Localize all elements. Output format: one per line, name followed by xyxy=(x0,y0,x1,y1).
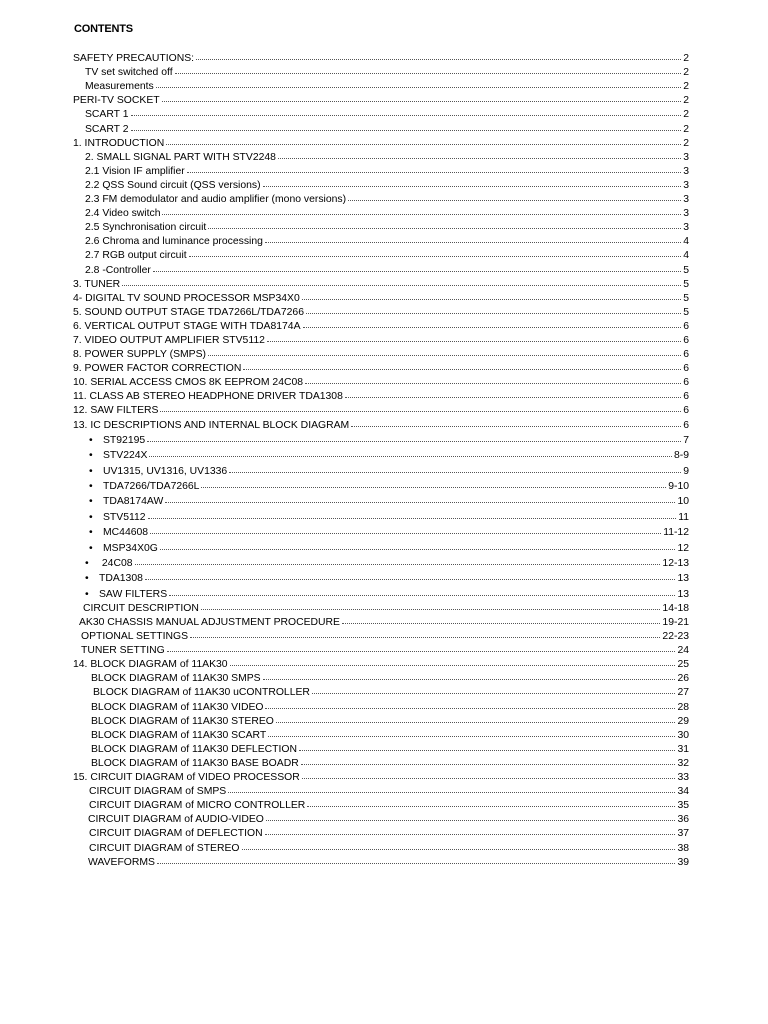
toc-entry-page: 32 xyxy=(677,757,689,769)
toc-entry-page: 5 xyxy=(683,292,689,304)
toc-entry-text: 10. SERIAL ACCESS CMOS 8K EEPROM 24C08 xyxy=(73,377,304,389)
toc-entry-text: CIRCUIT DIAGRAM of MICRO CONTROLLER xyxy=(89,800,306,812)
toc-entry xyxy=(73,756,689,770)
toc-entry-text: 8. POWER SUPPLY (SMPS) xyxy=(73,349,206,361)
toc-entry-label xyxy=(89,800,305,812)
toc-entry-label xyxy=(91,744,297,756)
toc-entry-label xyxy=(73,335,265,347)
toc-entry-label xyxy=(83,603,199,615)
toc-entry xyxy=(73,417,689,431)
toc-entry-text: 2.3 FM demodulator and audio amplifier (mono versions) xyxy=(85,194,347,206)
toc-entry-page: 27 xyxy=(677,687,689,699)
dot-leader xyxy=(242,849,676,850)
toc-entry-text: STV224X xyxy=(103,450,148,462)
toc-entry-text: WAVEFORMS xyxy=(88,856,155,868)
toc-entry-text: 9. POWER FACTOR CORRECTION xyxy=(73,363,242,375)
toc-entry-label xyxy=(85,180,261,192)
toc-entry xyxy=(73,601,689,615)
toc-entry xyxy=(73,248,689,262)
toc-entry-label xyxy=(73,138,164,150)
dot-leader xyxy=(131,130,682,131)
dot-leader xyxy=(122,285,681,286)
dot-leader xyxy=(160,549,676,550)
toc-entry-text: TUNER SETTING xyxy=(81,645,165,657)
toc-entry-label xyxy=(85,152,276,164)
bullet-icon: • xyxy=(89,527,93,539)
toc-entry-text: SCART 1 xyxy=(85,109,129,121)
toc-entry-label xyxy=(81,645,165,657)
toc-entry-page: 2 xyxy=(683,67,689,79)
toc-entry-label xyxy=(85,81,154,93)
toc-entry-label xyxy=(85,166,185,178)
toc-entry xyxy=(73,319,689,333)
dot-leader xyxy=(135,564,661,565)
toc-entry-label xyxy=(73,659,228,671)
dot-leader xyxy=(187,172,682,173)
toc-entry-text: 12. SAW FILTERS xyxy=(73,405,159,417)
dot-leader xyxy=(265,708,675,709)
toc-entry-page: 39 xyxy=(677,856,689,868)
dot-leader xyxy=(208,355,681,356)
dot-leader xyxy=(165,502,675,503)
toc-entry xyxy=(73,840,689,854)
toc-entry-page: 2 xyxy=(683,109,689,121)
toc-entry-label xyxy=(89,843,240,855)
toc-entry-text: CIRCUIT DIAGRAM of SMPS xyxy=(89,786,227,798)
toc-entry-page: 2 xyxy=(683,53,689,65)
dot-leader xyxy=(229,472,681,473)
toc-entry-label xyxy=(73,377,303,389)
toc-entry-page: 3 xyxy=(683,165,689,177)
dot-leader xyxy=(190,637,660,638)
bullet-icon: • xyxy=(85,588,89,600)
toc-entry-label xyxy=(89,543,158,555)
dot-leader xyxy=(266,820,676,821)
toc-entry-page: 35 xyxy=(677,800,689,812)
toc-entry-text: 7. VIDEO OUTPUT AMPLIFIER STV5112 xyxy=(73,334,265,346)
toc-entry-label xyxy=(91,702,263,714)
toc-entry-label xyxy=(81,631,188,643)
toc-entry xyxy=(73,671,689,685)
toc-entry xyxy=(73,585,689,600)
toc-entry-page: 11-12 xyxy=(663,527,689,539)
toc-entry-label xyxy=(89,466,227,478)
toc-entry xyxy=(73,79,689,93)
toc-entry xyxy=(73,714,689,728)
toc-entry-text: 6. VERTICAL OUTPUT STAGE WITH TDA8174A xyxy=(73,320,301,332)
bullet-icon: • xyxy=(89,465,93,477)
toc-entry xyxy=(73,855,689,869)
toc-entry-text: 3. TUNER xyxy=(73,278,121,290)
toc-entry xyxy=(73,206,689,220)
toc-entry-page: 6 xyxy=(683,405,689,417)
dot-leader xyxy=(208,228,681,229)
toc-entry-text: TDA7266/TDA7266L xyxy=(103,481,200,493)
toc-entry xyxy=(73,524,689,539)
toc-entry-text: BLOCK DIAGRAM of 11AK30 VIDEO xyxy=(91,701,264,713)
toc-entry xyxy=(73,65,689,79)
bullet-icon: • xyxy=(89,542,93,554)
bullet-icon: • xyxy=(89,511,93,523)
toc-entry-page: 6 xyxy=(683,349,689,361)
toc-entry xyxy=(73,403,689,417)
dot-leader xyxy=(307,806,675,807)
toc-entry-text: BLOCK DIAGRAM of 11AK30 BASE BOADR xyxy=(91,757,299,769)
toc-entry xyxy=(73,657,689,671)
toc-entry-label xyxy=(85,573,143,585)
toc-entry xyxy=(73,432,689,447)
dot-leader xyxy=(265,242,681,243)
toc-entry-page: 25 xyxy=(677,659,689,671)
toc-entry xyxy=(73,812,689,826)
toc-entry-page: 7 xyxy=(683,434,689,446)
toc-entry-text: OPTIONAL SETTINGS xyxy=(81,631,189,643)
dot-leader xyxy=(157,863,675,864)
toc-entry-page: 12-13 xyxy=(662,558,689,570)
toc-entry-text: CIRCUIT DIAGRAM of DEFLECTION xyxy=(89,828,263,840)
toc-entry-label xyxy=(85,265,151,277)
dot-leader xyxy=(175,73,682,74)
bullet-icon: • xyxy=(89,434,93,446)
toc-entry-label xyxy=(73,391,343,403)
toc-entry xyxy=(73,333,689,347)
toc-entry-label xyxy=(88,857,155,869)
toc-entry-page: 38 xyxy=(677,842,689,854)
dot-leader xyxy=(201,609,661,610)
toc-entry-page: 29 xyxy=(677,715,689,727)
toc-entry-page: 24 xyxy=(677,645,689,657)
toc-entry-label xyxy=(89,481,199,493)
toc-entry-text: 13. IC DESCRIPTIONS AND INTERNAL BLOCK DIAGRAM xyxy=(73,419,350,431)
toc-entry-text: ST92195 xyxy=(103,434,146,446)
dot-leader xyxy=(201,487,666,488)
toc-entry-page: 8-9 xyxy=(673,450,689,462)
toc-entry xyxy=(73,136,689,150)
dot-leader xyxy=(156,87,681,88)
toc-entry-label xyxy=(89,527,148,539)
toc-entry xyxy=(73,164,689,178)
toc-entry-text: Measurements xyxy=(85,81,154,93)
toc-entry-page: 5 xyxy=(683,278,689,290)
toc-entry xyxy=(73,389,689,403)
toc-entry-label xyxy=(73,53,194,65)
toc-entry-label xyxy=(89,786,226,798)
dot-leader xyxy=(278,158,681,159)
toc-entry-text: 14. BLOCK DIAGRAM of 11AK30 xyxy=(73,659,228,671)
toc-entry-label xyxy=(85,194,346,206)
dot-leader xyxy=(189,256,682,257)
toc-entry-label xyxy=(89,450,147,462)
toc-entry-label xyxy=(85,236,263,248)
toc-entry-page: 14-18 xyxy=(662,602,689,614)
toc-entry-text: AK30 CHASSIS MANUAL ADJUSTMENT PROCEDURE xyxy=(79,617,340,629)
toc-entry-page: 10 xyxy=(677,496,689,508)
toc-entry xyxy=(73,539,689,554)
dot-leader xyxy=(162,214,681,215)
toc-entry xyxy=(73,643,689,657)
toc-entry-text: 2.2 QSS Sound circuit (QSS versions) xyxy=(85,179,261,191)
toc-entry xyxy=(73,615,689,629)
toc-entry-text: 2.4 Video switch xyxy=(85,208,161,220)
toc-entry-page: 33 xyxy=(677,772,689,784)
dot-leader xyxy=(196,59,681,60)
toc-entry-page: 6 xyxy=(683,334,689,346)
toc-entry-page: 19-21 xyxy=(662,617,689,629)
dot-leader xyxy=(162,101,682,102)
toc-entry-text: MSP34X0G xyxy=(103,542,158,554)
toc-entry xyxy=(73,570,689,585)
toc-entry-label xyxy=(85,558,133,570)
toc-entry-page: 4 xyxy=(683,236,689,248)
toc-entry-text: CIRCUIT DIAGRAM of AUDIO-VIDEO xyxy=(88,814,264,826)
toc-entry xyxy=(73,220,689,234)
toc-entry xyxy=(73,493,689,508)
toc-entry-page: 26 xyxy=(677,673,689,685)
toc-entry-page: 3 xyxy=(683,222,689,234)
toc-entry-text: STV5112 xyxy=(103,511,146,523)
toc-entry xyxy=(73,555,689,570)
dot-leader xyxy=(167,651,676,652)
toc-entry-text: 2.1 Vision IF amplifier xyxy=(85,165,185,177)
toc-entry-label xyxy=(73,349,206,361)
toc-entry-text: BLOCK DIAGRAM of 11AK30 STEREO xyxy=(91,715,274,727)
bullet-icon: • xyxy=(85,558,89,570)
toc-entry-text: 15. CIRCUIT DIAGRAM of VIDEO PROCESSOR xyxy=(73,772,300,784)
toc-entry-label xyxy=(73,363,241,375)
toc-entry-text: 4- DIGITAL TV SOUND PROCESSOR MSP34X0 xyxy=(73,292,300,304)
toc-entry-page: 12 xyxy=(677,542,689,554)
dot-leader xyxy=(243,369,681,370)
toc-entry-page: 11 xyxy=(678,511,689,523)
toc-entry-text: TV set switched off xyxy=(85,67,173,79)
dot-leader xyxy=(267,341,681,342)
toc-entry xyxy=(73,784,689,798)
dot-leader xyxy=(351,426,681,427)
toc-entry-page: 9 xyxy=(683,465,689,477)
toc-entry-label xyxy=(89,828,263,840)
toc-entry-page: 9-10 xyxy=(668,481,689,493)
toc-entry-label xyxy=(85,208,160,220)
dot-leader xyxy=(301,764,676,765)
toc-entry-page: 3 xyxy=(683,208,689,220)
toc-entry-text: SAFETY PRECAUTIONS: xyxy=(73,53,195,65)
toc-entry-text: BLOCK DIAGRAM of 11AK30 uCONTROLLER xyxy=(93,687,310,699)
toc-entry-page: 2 xyxy=(683,123,689,135)
toc-entry xyxy=(73,462,689,477)
contents-heading: CONTENTS xyxy=(74,23,133,35)
toc-entry xyxy=(73,798,689,812)
toc-entry xyxy=(73,699,689,713)
toc-entry-page: 34 xyxy=(677,786,689,798)
toc-entry-label xyxy=(73,279,120,291)
toc-entry-label xyxy=(73,772,300,784)
toc-entry-label xyxy=(91,730,266,742)
toc-entry xyxy=(73,826,689,840)
toc-entry-label xyxy=(85,250,187,262)
toc-entry-label xyxy=(89,435,145,447)
toc-entry-text: SCART 2 xyxy=(85,123,129,135)
toc-entry-label xyxy=(73,405,158,417)
toc-entry-text: 24C08 xyxy=(99,558,133,570)
toc-entry-label xyxy=(73,95,160,107)
toc-entry-page: 2 xyxy=(683,137,689,149)
toc-entry-label xyxy=(91,716,274,728)
toc-entry-page: 36 xyxy=(677,814,689,826)
toc-entry-text: CIRCUIT DESCRIPTION xyxy=(83,602,199,614)
toc-entry-label xyxy=(85,67,173,79)
toc-entry-page: 5 xyxy=(683,264,689,276)
toc-entry-text: 2.6 Chroma and luminance processing xyxy=(85,236,263,248)
toc-entry-page: 6 xyxy=(683,419,689,431)
toc-entry xyxy=(73,291,689,305)
toc-entry xyxy=(73,770,689,784)
toc-entry-page: 3 xyxy=(683,194,689,206)
toc-entry-label xyxy=(85,109,129,121)
toc-entry xyxy=(73,277,689,291)
toc-entry-page: 31 xyxy=(677,743,689,755)
toc-entry xyxy=(73,728,689,742)
toc-entry-text: 5. SOUND OUTPUT STAGE TDA7266L/TDA7266 xyxy=(73,306,304,318)
toc-entry-page: 6 xyxy=(683,320,689,332)
toc-entry-text: CIRCUIT DIAGRAM of STEREO xyxy=(89,842,240,854)
dot-leader xyxy=(348,200,681,201)
toc-entry-text: MC44608 xyxy=(103,527,149,539)
bullet-icon: • xyxy=(89,496,93,508)
dot-leader xyxy=(268,736,675,737)
toc-entry-text: BLOCK DIAGRAM of 11AK30 SCART xyxy=(91,729,267,741)
dot-leader xyxy=(148,518,677,519)
toc-entry-page: 2 xyxy=(683,95,689,107)
dot-leader xyxy=(145,579,676,580)
dot-leader xyxy=(166,144,681,145)
toc-entry xyxy=(73,361,689,375)
toc-entry xyxy=(73,305,689,319)
toc-entry-label xyxy=(93,687,310,699)
toc-entry-page: 6 xyxy=(683,363,689,375)
toc-entry-label xyxy=(85,124,129,136)
toc-entry-text: SAW FILTERS xyxy=(99,588,168,600)
dot-leader xyxy=(302,778,676,779)
toc-entry xyxy=(73,107,689,121)
toc-entry-label xyxy=(91,673,261,685)
toc-entry xyxy=(73,685,689,699)
dot-leader xyxy=(169,595,675,596)
dot-leader xyxy=(276,722,676,723)
toc-entry-text: 2.7 RGB output circuit xyxy=(85,250,187,262)
toc-entry xyxy=(73,234,689,248)
toc-entry-label xyxy=(73,307,304,319)
toc-entry xyxy=(73,51,689,65)
toc-entry-page: 37 xyxy=(677,828,689,840)
dot-leader xyxy=(306,313,681,314)
toc-entry-text: PERI-TV SOCKET xyxy=(73,95,160,107)
dot-leader xyxy=(131,115,682,116)
bullet-icon: • xyxy=(89,450,93,462)
dot-leader xyxy=(228,792,675,793)
toc-entry-page: 30 xyxy=(677,729,689,741)
toc-entry-text: 2.5 Synchronisation circuit xyxy=(85,222,207,234)
dot-leader xyxy=(303,327,682,328)
toc-entry-text: UV1315, UV1316, UV1336 xyxy=(103,465,228,477)
dot-leader xyxy=(230,665,676,666)
toc-entry-label xyxy=(79,617,340,629)
toc-entry xyxy=(73,178,689,192)
toc-entry-page: 28 xyxy=(677,701,689,713)
toc-entry-page: 4 xyxy=(683,250,689,262)
dot-leader xyxy=(265,834,676,835)
toc-entry xyxy=(73,447,689,462)
toc-entry-page: 6 xyxy=(683,391,689,403)
toc-entry-text: 11. CLASS AB STEREO HEADPHONE DRIVER TDA1308 xyxy=(73,391,343,403)
dot-leader xyxy=(147,441,681,442)
dot-leader xyxy=(149,456,671,457)
dot-leader xyxy=(153,271,681,272)
toc-entry-label xyxy=(91,758,299,770)
dot-leader xyxy=(263,186,682,187)
toc-entry-label xyxy=(73,321,301,333)
toc-entry-text: BLOCK DIAGRAM of 11AK30 DEFLECTION xyxy=(91,743,297,755)
toc-entry-label xyxy=(89,496,163,508)
toc-entry-text: TDA8174AW xyxy=(103,496,164,508)
toc-entry-label xyxy=(88,814,264,826)
toc-entry-page: 22-23 xyxy=(662,631,689,643)
dot-leader xyxy=(160,411,681,412)
dot-leader xyxy=(263,679,676,680)
toc-entry xyxy=(73,121,689,135)
dot-leader xyxy=(150,533,661,534)
dot-leader xyxy=(299,750,675,751)
toc-entry-text: 2.8 -Controller xyxy=(85,264,151,276)
toc-entry xyxy=(73,742,689,756)
toc-entry xyxy=(73,508,689,523)
toc-entry-label xyxy=(89,512,146,524)
toc-entry xyxy=(73,262,689,276)
bullet-icon: • xyxy=(89,481,93,493)
toc-entry-label xyxy=(85,589,167,601)
toc-entry-page: 6 xyxy=(683,377,689,389)
toc-entry-label xyxy=(85,222,206,234)
toc-entry-label xyxy=(73,293,300,305)
dot-leader xyxy=(342,623,660,624)
toc-entry xyxy=(73,347,689,361)
toc-entry-text: TDA1308 xyxy=(99,573,143,585)
toc-entry-page: 5 xyxy=(683,306,689,318)
dot-leader xyxy=(305,383,681,384)
toc-entry-page: 2 xyxy=(683,81,689,93)
toc-entry-page: 3 xyxy=(683,151,689,163)
dot-leader xyxy=(312,693,676,694)
toc-entry-text: 1. INTRODUCTION xyxy=(73,137,165,149)
dot-leader xyxy=(345,397,681,398)
toc-entry-page: 3 xyxy=(683,179,689,191)
table-of-contents xyxy=(73,51,689,869)
toc-entry xyxy=(73,192,689,206)
bullet-icon: • xyxy=(85,573,89,585)
toc-entry-page: 13 xyxy=(677,573,689,585)
toc-entry-page: 13 xyxy=(677,588,689,600)
toc-entry xyxy=(73,375,689,389)
dot-leader xyxy=(302,299,681,300)
toc-entry-label xyxy=(73,420,349,432)
toc-entry xyxy=(73,93,689,107)
toc-entry xyxy=(73,150,689,164)
toc-entry-text: BLOCK DIAGRAM of 11AK30 SMPS xyxy=(91,673,261,685)
toc-entry xyxy=(73,478,689,493)
toc-entry-text: 2. SMALL SIGNAL PART WITH STV2248 xyxy=(85,151,276,163)
toc-entry xyxy=(73,629,689,643)
